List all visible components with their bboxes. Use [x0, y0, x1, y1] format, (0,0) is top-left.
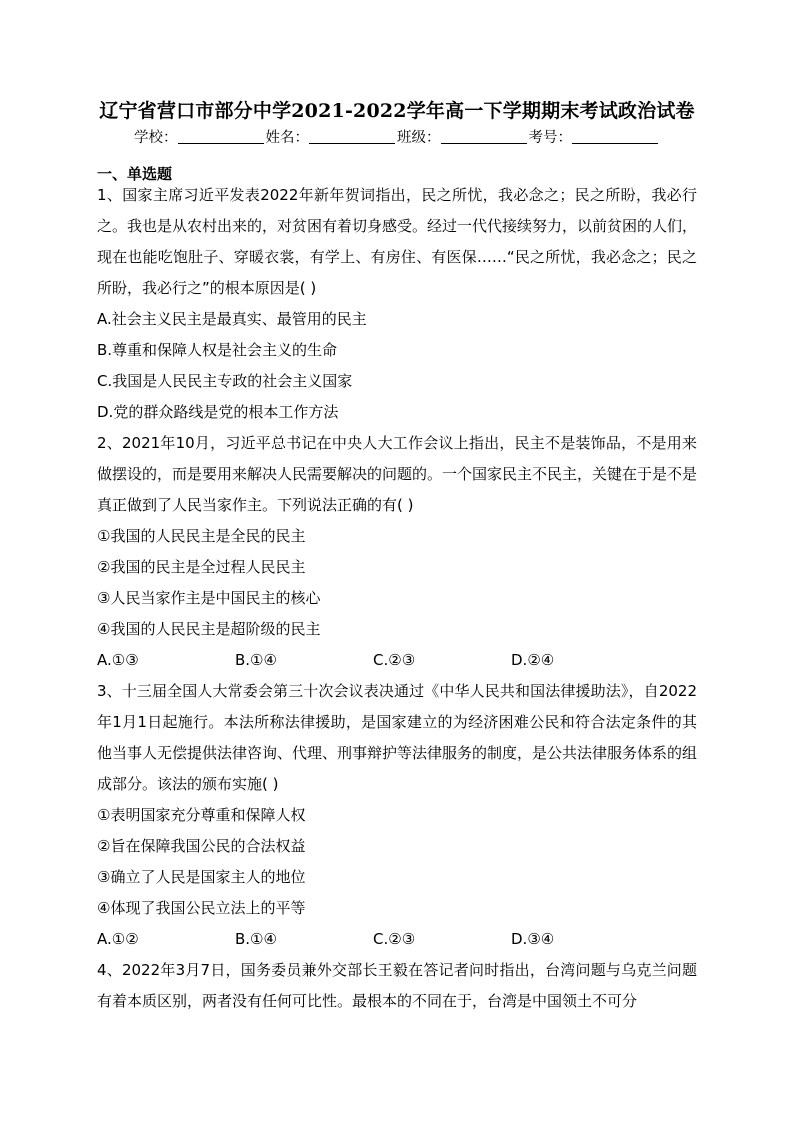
statement-4: ④体现了我国公民立法上的平等 — [97, 899, 306, 917]
statement-2: ②我国的民主是全过程人民民主 — [97, 558, 306, 576]
answer-choices — [97, 645, 697, 676]
choice-a: A.①③ — [97, 651, 139, 669]
question-stem: 2、2021年10月，习近平总书记在中央人大工作会议上指出，民主不是装饰品，不是用来做摆设的，而是要用来解决人民需要解决的问题的。一个国家民主不民主，关键在于是不是真正做到了人民当家作主。下列说法正确的有( ) — [97, 434, 698, 514]
statement-1: ①我国的人民民主是全民的民主 — [97, 527, 306, 545]
option-b: B.尊重和保障人权是社会主义的生命 — [97, 341, 338, 359]
choice-a: A.①② — [97, 930, 139, 948]
statement-3: ③确立了人民是国家主人的地位 — [97, 868, 306, 886]
student-info-line — [0, 126, 794, 147]
questions-area — [97, 180, 697, 1017]
option-c: C.我国是人民民主专政的社会主义国家 — [97, 372, 353, 390]
exam-no-label: 考号： — [528, 130, 572, 146]
school-label: 学校： — [134, 130, 178, 146]
statement-3: ③人民当家作主是中国民主的核心 — [97, 589, 321, 607]
name-label: 姓名： — [265, 130, 309, 146]
section-title: 一、单选题 — [97, 165, 173, 183]
choice-c: C.②③ — [373, 651, 416, 669]
exam-title: 辽宁省营口市部分中学2021-2022学年高一下学期期末考试政治试卷 — [99, 100, 695, 122]
question-2 — [97, 428, 697, 676]
statement-2: ②旨在保障我国公民的合法权益 — [97, 837, 306, 855]
option-a: A.社会主义民主是最真实、最管用的民主 — [97, 310, 367, 328]
choice-b: B.①④ — [235, 651, 277, 669]
choice-b: B.①④ — [235, 930, 277, 948]
question-1 — [97, 180, 697, 428]
question-3 — [97, 676, 697, 955]
class-label: 班级： — [397, 130, 441, 146]
class-blank[interactable] — [441, 129, 527, 144]
question-stem: 3、十三届全国人大常委会第三十次会议表决通过《中华人民共和国法律援助法》，自2022年1月1日起施行。本法所称法律援助，是国家建立的为经济困难公民和符合法定条件的其他当事人无偿提供法律咨询、代理、刑事辩护等法律服务的制度，是公共法律服务体系的组成部分。该法的颁布实施( ) — [97, 682, 698, 793]
statement-4: ④我国的人民民主是超阶级的民主 — [97, 620, 321, 638]
question-stem: 1、国家主席习近平发表2022年新年贺词指出，民之所忧，我必念之；民之所盼，我必行之。我也是从农村出来的，对贫困有着切身感受。经过一代代接续努力，以前贫困的人们，现在也能吃饱肚子、穿暖衣裳，有学上、有房住、有医保……“民之所忧，我必念之；民之所盼，我必行之”的根本原因是( ) — [97, 186, 698, 297]
option-d: D.党的群众路线是党的根本工作方法 — [97, 403, 339, 421]
statement-1: ①表明国家充分尊重和保障人权 — [97, 806, 306, 824]
choice-d: D.②④ — [511, 651, 555, 669]
question-4 — [97, 955, 697, 1017]
choice-c: C.②③ — [373, 930, 416, 948]
question-stem: 4、2022年3月7日，国务委员兼外交部长王毅在答记者问时指出，台湾问题与乌克兰问题有着本质区别，两者没有任何可比性。最根本的不同在于，台湾是中国领土不可分 — [97, 961, 697, 1010]
answer-choices — [97, 924, 697, 955]
choice-d: D.③④ — [511, 930, 555, 948]
school-blank[interactable] — [178, 129, 264, 144]
name-blank[interactable] — [309, 129, 395, 144]
exam-no-blank[interactable] — [572, 129, 658, 144]
